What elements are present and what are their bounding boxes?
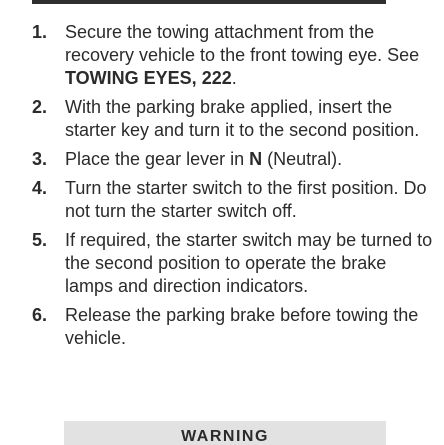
- step-text-segment: (Neutral).: [262, 149, 343, 169]
- top-divider: [32, 0, 386, 4]
- step-2: [0, 96, 444, 142]
- step-number: 3.: [32, 149, 48, 169]
- step-text: [65, 148, 435, 171]
- step-text: Release the parking brake before towing the vehicle.: [65, 305, 419, 348]
- step-number: 1.: [32, 22, 48, 42]
- step-1: [0, 21, 444, 90]
- step-text-segment: Secure the towing attachment from the recovery vehicle to the front towing eye. See: [65, 22, 420, 65]
- towing-steps-list: [0, 21, 444, 356]
- step-text: With the parking brake applied, insert the starter key and turn it to the second position.: [65, 97, 420, 140]
- step-number: 6.: [32, 305, 48, 325]
- step-number: 4.: [32, 178, 48, 198]
- step-text: [65, 21, 435, 90]
- step-4: [0, 177, 444, 223]
- step-text: If required, the starter switch may be turned to the second position to operate the brake lamps and direction indicators.: [65, 230, 433, 296]
- step-bold-term: N: [249, 149, 263, 169]
- step-text: Turn the starter switch to the first position. Do not turn the starter switch off.: [65, 178, 427, 221]
- step-reference-link[interactable]: TOWING EYES, 222: [65, 68, 232, 88]
- step-6: [0, 304, 444, 350]
- step-number: 5.: [32, 230, 48, 250]
- warning-banner: [64, 421, 386, 445]
- step-number: 2.: [32, 97, 48, 117]
- step-5: [0, 229, 444, 298]
- step-3: [0, 148, 444, 171]
- step-text-segment: .: [231, 68, 237, 88]
- warning-label: WARNING: [181, 428, 269, 445]
- step-text-segment: Place the gear lever in: [65, 149, 250, 169]
